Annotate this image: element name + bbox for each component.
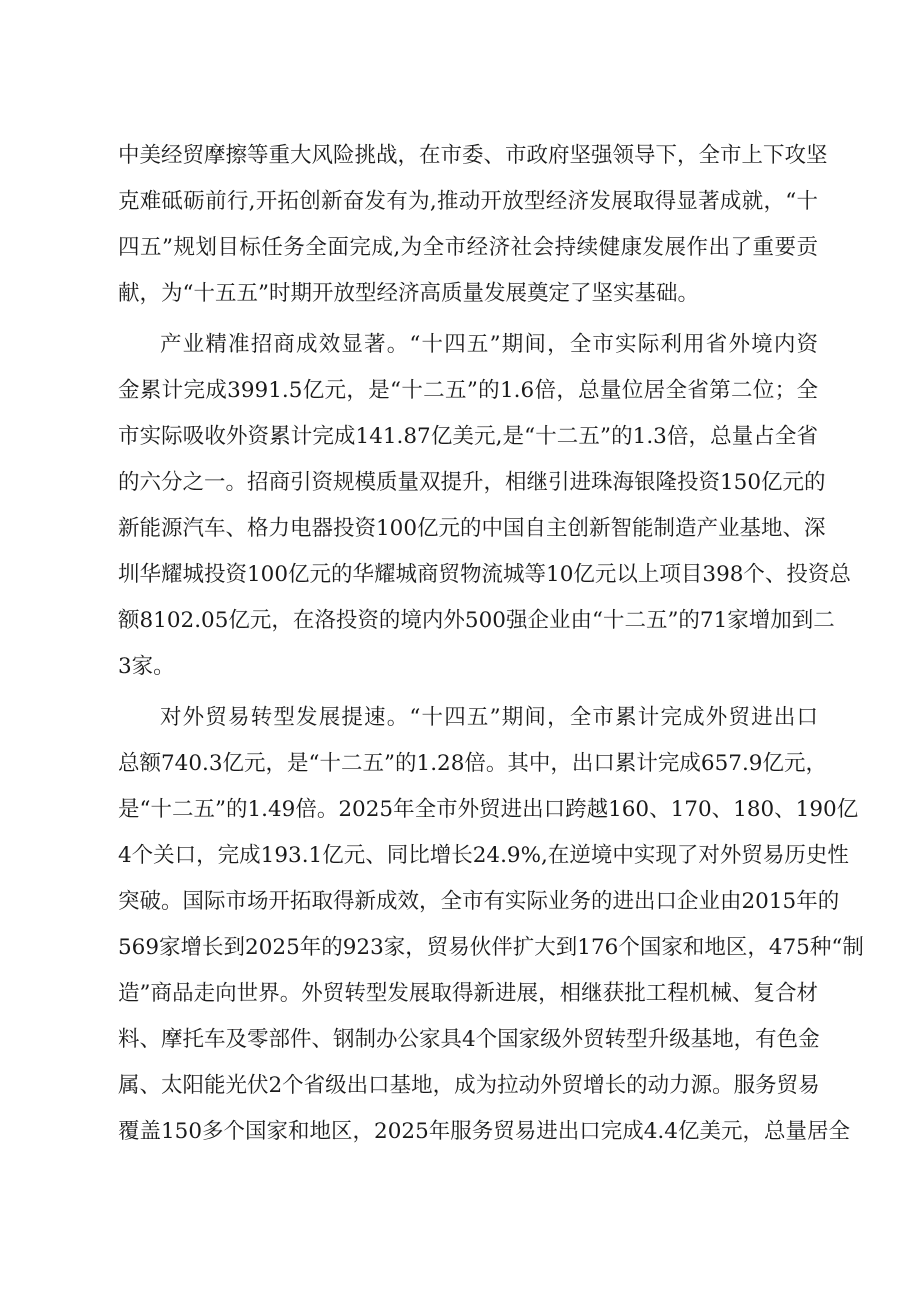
text-line: 献，为“十五五”时期开放型经济高质量发展奠定了坚实基础。 <box>118 281 699 306</box>
text-line: 覆盖150多个国家和地区，2025年服务贸易进出口完成4.4亿美元，总量居全 <box>118 1119 850 1144</box>
text-line: 料、摩托车及零部件、钢制办公家具4个国家级外贸转型升级基地，有色金 <box>118 1027 820 1052</box>
text-line: 总额740.3亿元，是“十二五”的1.28倍。其中，出口累计完成657.9亿元， <box>118 751 827 776</box>
text-line: 中美经贸摩擦等重大风险挑战，在市委、市政府坚强领导下，全市上下攻坚 <box>118 143 828 168</box>
text-line: 3家。 <box>118 654 175 679</box>
text-line: 是“十二五”的1.49倍。2025年全市外贸进出口跨越160、170、180、190亿 <box>118 797 859 822</box>
text-line: 产业精准招商成效显著。“十四五”期间，全市实际利用省外境内资 <box>160 332 818 357</box>
text-line: 市实际吸收外资累计完成141.87亿美元,是“十二五”的1.3倍，总量占全省 <box>118 424 818 449</box>
text-line: 金累计完成3991.5亿元，是“十二五”的1.6倍，总量位居全省第二位；全 <box>118 378 818 403</box>
text-line: 属、太阳能光伏2个省级出口基地，成为拉动外贸增长的动力源。服务贸易 <box>118 1073 820 1098</box>
text-line: 圳华耀城投资100亿元的华耀城商贸物流城等10亿元以上项目398个、投资总 <box>118 562 851 587</box>
text-line: 569家增长到2025年的923家，贸易伙伴扩大到176个国家和地区，475种“制 <box>118 935 864 960</box>
text-line: 克难砥砺前行,开拓创新奋发有为,推动开放型经济发展取得显著成就，“十 <box>118 189 818 214</box>
text-line: 造”商品走向世界。外贸转型发展取得新进展，相继获批工程机械、复合材 <box>118 981 818 1006</box>
text-line: 对外贸易转型发展提速。“十四五”期间，全市累计完成外贸进出口 <box>160 705 818 730</box>
text-line: 四五”规划目标任务全面完成,为全市经济社会持续健康发展作出了重要贡 <box>118 235 818 260</box>
text-line: 的六分之一。招商引资规模质量双提升，相继引进珠海银隆投资150亿元的 <box>118 470 826 495</box>
text-line: 突破。国际市场开拓取得新成效，全市有实际业务的进出口企业由2015年的 <box>118 889 840 914</box>
text-line: 额8102.05亿元，在洛投资的境内外500强企业由“十二五”的71家增加到二 <box>118 608 835 633</box>
text-line: 新能源汽车、格力电器投资100亿元的中国自主创新智能制造产业基地、深 <box>118 516 826 541</box>
text-line: 4个关口，完成193.1亿元、同比增长24.9%,在逆境中实现了对外贸易历史性 <box>118 843 849 868</box>
